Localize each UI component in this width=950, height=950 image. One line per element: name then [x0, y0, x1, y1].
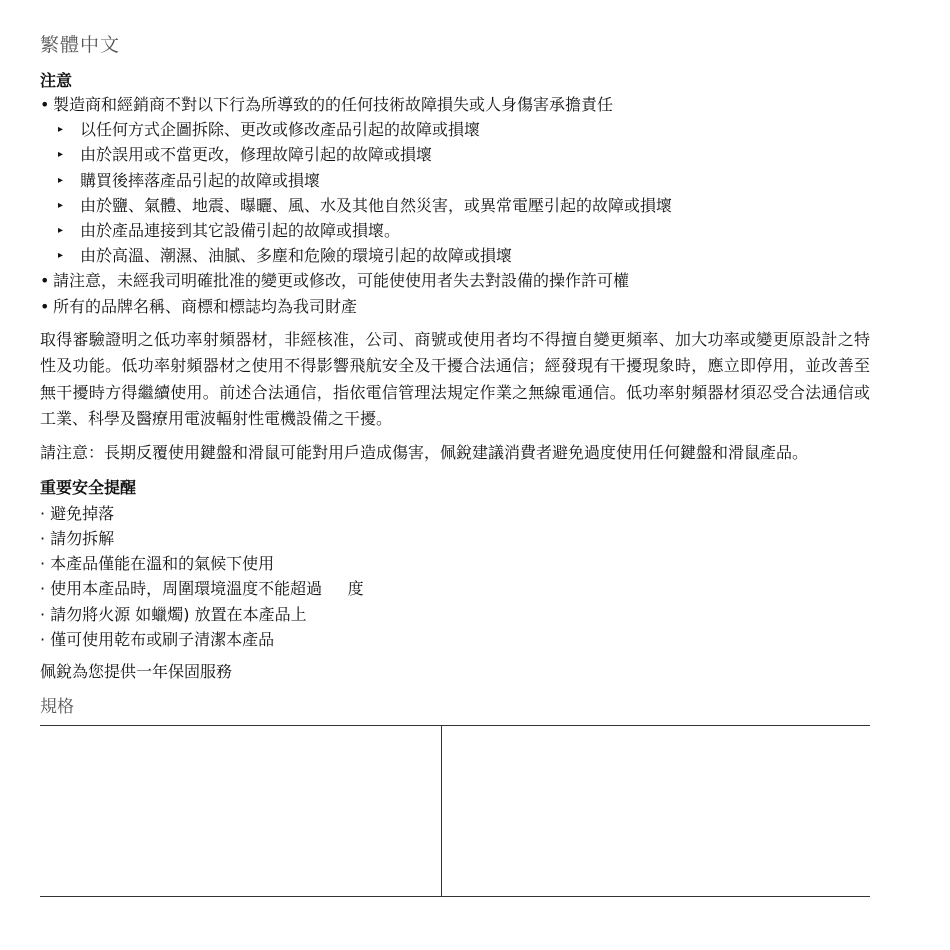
triangle-right-icon: ▸ [58, 225, 64, 237]
cause-item [40, 243, 870, 268]
triangle-right-icon: ▸ [58, 149, 64, 161]
cause-text: 由於高溫、潮濕、油膩、多塵和危險的環境引起的故障或損壞 [80, 246, 513, 266]
spec-title: 規格 [40, 697, 74, 718]
spec-table [40, 725, 870, 897]
cause-item [40, 218, 870, 243]
safety-item: · 使用本產品時，周圍環境溫度不能超過 度 [40, 579, 364, 599]
cause-text: 由於誤用或不當更改，修理故障引起的故障或損壞 [80, 145, 433, 165]
bullet-trademarks [40, 294, 870, 319]
cause-item [40, 117, 870, 142]
bullet-dot-icon: • [40, 271, 50, 291]
bullet-dot-icon: • [40, 95, 50, 114]
cause-text: 購買後摔落產品引起的故障或損壞 [80, 170, 321, 190]
safety-item: · 請勿拆解 [40, 529, 115, 549]
triangle-right-icon: ▸ [58, 199, 64, 211]
bullet-text: 所有的品牌名稱、商標和標誌均為我司財產 [53, 296, 358, 316]
cause-item [40, 142, 870, 167]
cause-text: 由於鹽、氣體、地震、曝曬、風、水及其他自然災害，或異常電壓引起的故障或損壞 [80, 195, 673, 215]
triangle-right-icon: ▸ [58, 250, 64, 262]
cause-text: 由於產品連接到其它設備引起的故障或損壞。 [80, 221, 401, 241]
safety-item: · 請勿將火源 如蠟燭) 放置在本產品上 [40, 604, 307, 624]
language-title: 繁體中文 [40, 34, 121, 56]
safety-item: · 僅可使用乾布或刷子清潔本產品 [40, 629, 275, 649]
notice-heading: 注意 [40, 71, 73, 90]
safety-heading: 重要安全提醒 [40, 477, 137, 497]
triangle-right-icon: ▸ [58, 174, 64, 186]
bullet-dot-icon: • [40, 296, 50, 316]
bullet-liability [40, 92, 870, 117]
spec-cell-right [442, 726, 870, 896]
spec-cell-left [40, 726, 442, 896]
document [40, 34, 870, 897]
bullet-unauthorized-changes [40, 268, 870, 293]
safety-item: · 避免掉落 [40, 503, 115, 523]
triangle-right-icon: ▸ [58, 124, 64, 136]
cause-text: 以任何方式企圖拆除、更改或修改產品引起的故障或損壞 [80, 120, 481, 140]
ncc-paragraph: 取得審驗證明之低功率射頻器材，非經核准，公司、商號或使用者均不得擅自變更頻率、加大功率或變更原設計之特性及功能。低功率射頻器材之使用不得影響飛航安全及干擾合法通信；經發現有干擾現象時，應立即停用，並改善至無干擾時方得繼續使用。前述合法通信，指依電信管理法規定作業之無線電通信。低功率射頻器材須忍受合法通信或工業、科學及醫療用電波輻射性電機設備之干擾。 [40, 329, 870, 429]
safety-item: · 本產品僅能在溫和的氣候下使用 [40, 554, 275, 574]
warranty-text: 佩銳為您提供一年保固服務 [40, 662, 233, 682]
health-warning-paragraph: 請注意：長期反覆使用鍵盤和滑鼠可能對用戶造成傷害，佩銳建議消費者避免過度使用任何鍵盤和滑鼠產品。 [40, 443, 809, 463]
bullet-text: 請注意，未經我司明確批准的變更或修改，可能使使用者失去對設備的操作許可權 [53, 271, 630, 291]
bullet-text: 製造商和經銷商不對以下行為所導致的的任何技術故障損失或人身傷害承擔責任 [53, 95, 614, 114]
cause-item [40, 168, 870, 193]
cause-item [40, 193, 870, 218]
